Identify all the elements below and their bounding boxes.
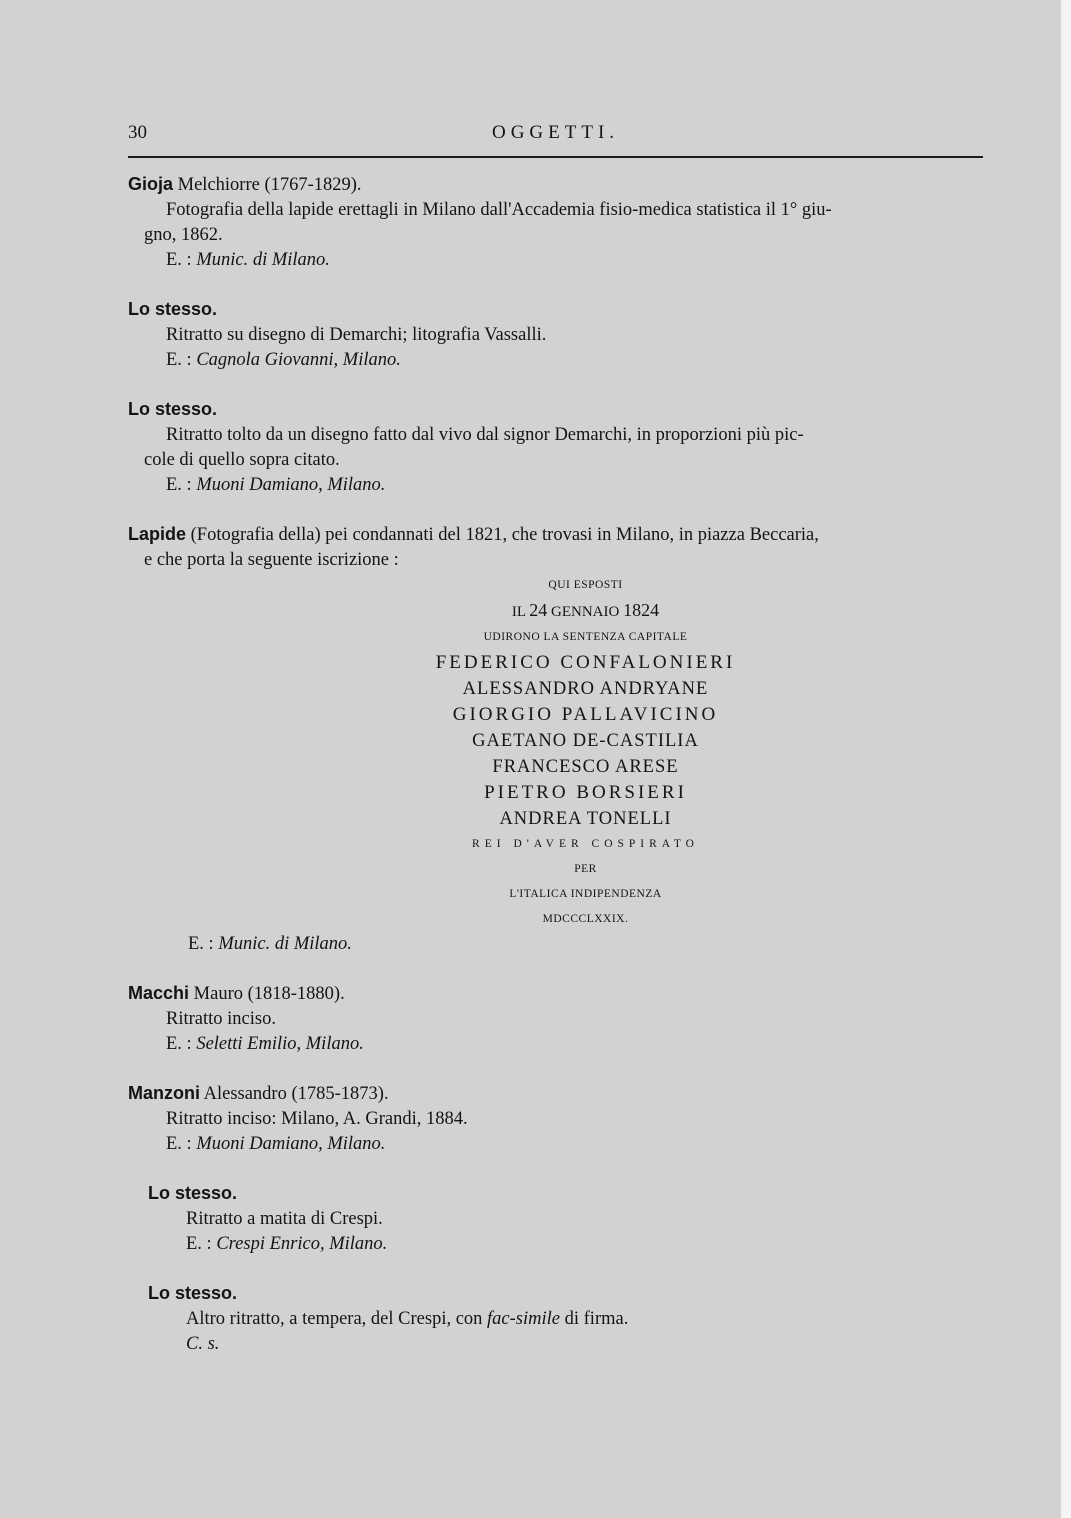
running-title: OGGETTI.	[491, 122, 620, 143]
header-rule	[128, 156, 983, 158]
exhibitor-prefix: E. :	[166, 250, 192, 270]
entry-heading	[128, 1081, 983, 1107]
exhibitor-name: Munic. di Milano.	[218, 934, 352, 954]
entry-exhibitor	[128, 932, 983, 957]
inscription-line: MDCCCLXXIX.	[542, 913, 629, 925]
exhibitor-name: Munic. di Milano.	[196, 250, 330, 270]
inscription-name: GAETANO DE-CASTILIA	[472, 731, 699, 751]
entry-description-cont: e che porta la seguente iscrizione :	[144, 550, 399, 570]
exhibitor-prefix: E. :	[188, 934, 214, 954]
entry-exhibitor	[128, 248, 983, 273]
inscription-name: PIETRO BORSIERI	[484, 782, 687, 803]
entry-lo-stesso-3	[128, 1181, 983, 1257]
entry-subtitle: Mauro (1818-1880).	[193, 984, 345, 1004]
inscription	[128, 573, 983, 932]
entry-lo-stesso-4	[128, 1281, 983, 1357]
entry-name: Macchi	[128, 983, 190, 1003]
inscription-line: QUI ESPOSTI	[548, 579, 623, 591]
exhibitor-prefix: E. :	[166, 475, 192, 495]
entry-description: Ritratto inciso: Milano, A. Grandi, 1884.	[166, 1109, 468, 1129]
exhibitor-name: Muoni Damiano, Milano.	[196, 1134, 386, 1154]
inscription-name: ANDREA TONELLI	[499, 809, 672, 829]
entry-name: Lapide	[128, 524, 187, 544]
inscription-line: PER	[574, 863, 597, 875]
exhibitor-prefix: E. :	[166, 1034, 192, 1054]
inscription-year: 1824	[623, 600, 660, 620]
exhibitor-name: Crespi Enrico, Milano.	[216, 1234, 388, 1254]
inscription-line: UDIRONO LA SENTENZA CAPITALE	[483, 631, 688, 643]
inscription-line: REI D'AVER COSPIRATO	[472, 838, 699, 850]
entry-heading	[148, 1281, 983, 1307]
entry-description	[148, 1307, 983, 1332]
entry-lo-stesso-1	[128, 297, 983, 373]
entry-subtitle: Melchiorre (1767-1829).	[177, 175, 362, 195]
entry-exhibitor	[128, 473, 983, 498]
exhibitor-name: Cagnola Giovanni, Milano.	[196, 350, 401, 370]
entry-subtitle: (Fotografia della) pei condannati del 1821, che trovasi in Milano, in piazza Beccaria,	[190, 525, 819, 545]
entry-lapide	[128, 522, 983, 957]
entry-heading	[128, 172, 983, 198]
entry-description: Ritratto inciso.	[166, 1009, 276, 1029]
entry-name: Manzoni	[128, 1083, 200, 1103]
inscription-name: ALESSANDRO ANDRYANE	[462, 679, 709, 699]
entry-description: Fotografia della lapide erettagli in Milano dall'Accademia fisio-medica statistica il 1° giu-	[166, 200, 832, 220]
signature	[148, 1332, 983, 1357]
exhibitor-name: Muoni Damiano, Milano.	[196, 475, 386, 495]
exhibitor-prefix: E. :	[166, 1134, 192, 1154]
description-text: di firma.	[564, 1309, 629, 1329]
entry-heading	[148, 1181, 983, 1207]
page-header	[128, 118, 983, 158]
page-number: 30	[128, 122, 147, 143]
entry-heading	[128, 522, 983, 548]
catalog-entries	[128, 172, 983, 1381]
entry-description-cont: gno, 1862.	[144, 225, 223, 245]
description-italic: fac-simile	[487, 1309, 560, 1329]
entry-description-cont: cole di quello sopra citato.	[144, 450, 340, 470]
exhibitor-prefix: E. :	[166, 350, 192, 370]
entry-name: Gioja	[128, 174, 174, 194]
entry-exhibitor	[148, 1232, 983, 1257]
signature-initials: C. s.	[186, 1334, 220, 1354]
inscription-month: GENNAIO	[551, 604, 620, 620]
inscription-name: FEDERICO CONFALONIERI	[435, 652, 736, 673]
entry-exhibitor	[128, 1132, 983, 1157]
entry-description: Ritratto tolto da un disegno fatto dal vivo dal signor Demarchi, in proporzioni più pic-	[166, 425, 804, 445]
entry-description: Ritratto su disegno di Demarchi; litografia Vassalli.	[166, 325, 547, 345]
inscription-line: L'ITALICA INDIPENDENZA	[509, 888, 662, 900]
entry-macchi	[128, 981, 983, 1057]
inscription-word: IL	[511, 604, 526, 620]
entry-name: Lo stesso.	[128, 399, 218, 419]
entry-subtitle: Alessandro (1785-1873).	[203, 1084, 389, 1104]
entry-exhibitor	[128, 348, 983, 373]
entry-heading	[128, 981, 983, 1007]
inscription-name: GIORGIO PALLAVICINO	[452, 704, 719, 725]
inscription-name: FRANCESCO ARESE	[492, 757, 679, 777]
entry-name: Lo stesso.	[148, 1183, 238, 1203]
entry-name: Lo stesso.	[148, 1283, 238, 1303]
entry-heading	[128, 297, 983, 323]
inscription-date-line	[188, 598, 983, 625]
description-text: Altro ritratto, a tempera, del Crespi, con	[186, 1309, 483, 1329]
entry-heading	[128, 397, 983, 423]
exhibitor-name: Seletti Emilio, Milano.	[196, 1034, 364, 1054]
page-edge	[1061, 0, 1071, 1518]
exhibitor-prefix: E. :	[186, 1234, 212, 1254]
entry-name: Lo stesso.	[128, 299, 218, 319]
entry-description: Ritratto a matita di Crespi.	[186, 1209, 383, 1229]
entry-gioja	[128, 172, 983, 273]
entry-lo-stesso-2	[128, 397, 983, 498]
inscription-day: 24	[529, 600, 548, 620]
entry-manzoni	[128, 1081, 983, 1157]
entry-exhibitor	[128, 1032, 983, 1057]
